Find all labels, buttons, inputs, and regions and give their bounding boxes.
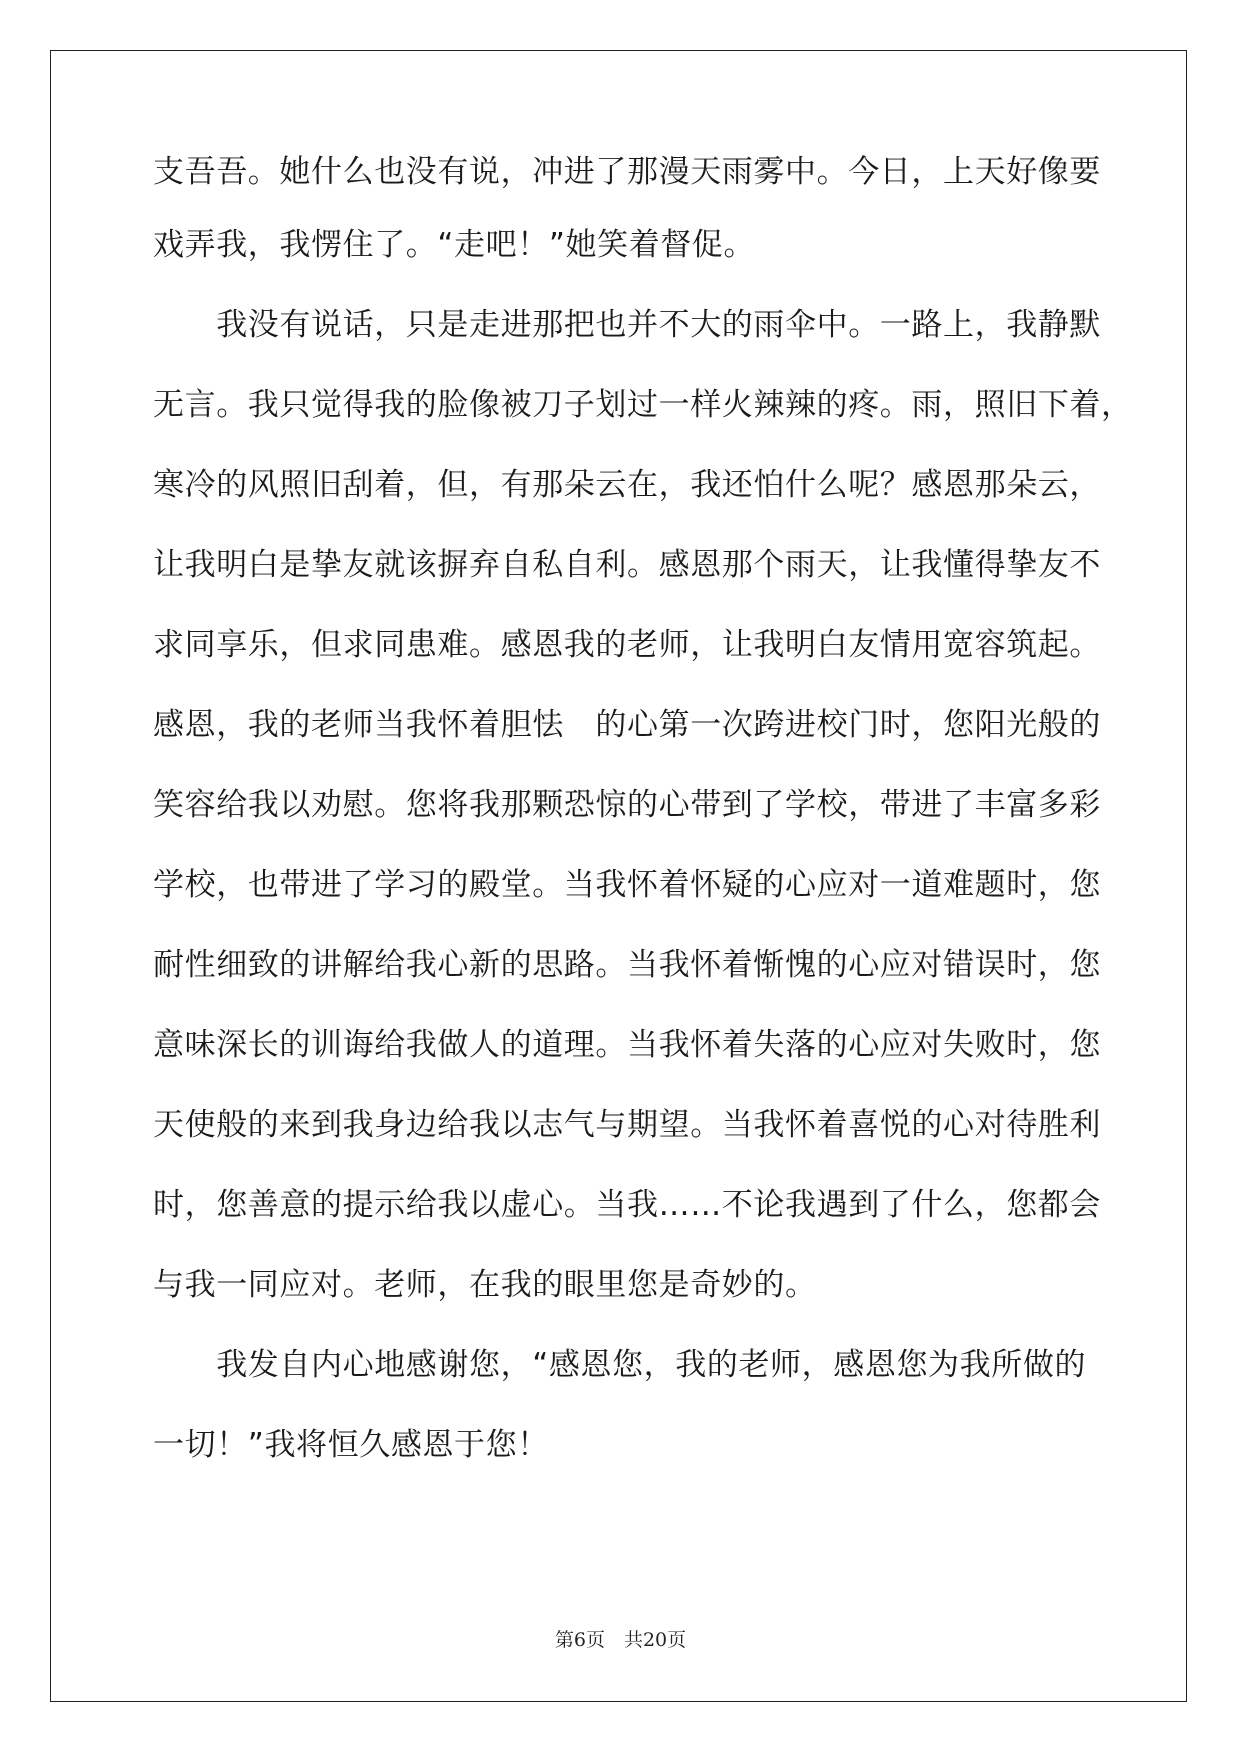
page-footer (0, 1625, 1241, 1652)
text-line: 支吾吾。她什么也没有说，冲进了那漫天雨雾中。今日，上天好像要 (153, 154, 1101, 190)
text-line: 戏弄我，我愣住了。“走吧！”她笑着督促。 (153, 227, 756, 263)
text-line: 让我明白是挚友就该摒弃自私自利。感恩那个雨天，让我懂得挚友不 (153, 547, 1101, 583)
text-line: 意味深长的训诲给我做人的道理。当我怀着失落的心应对失败时，您 (153, 1027, 1101, 1063)
text-line: 耐性细致的讲解给我心新的思路。当我怀着惭愧的心应对错误时，您 (153, 947, 1101, 983)
text-line: 天使般的来到我身边给我以志气与期望。当我怀着喜悦的心对待胜利 (153, 1107, 1101, 1143)
text-line: 寒冷的风照旧刮着，但，有那朵云在，我还怕什么呢？感恩那朵云， (153, 467, 1101, 503)
text-line: 一切！”我将恒久感恩于您！ (153, 1427, 549, 1463)
text-line: 我没有说话，只是走进那把也并不大的雨伞中。一路上，我静默 (153, 307, 1101, 343)
text-line: 与我一同应对。老师，在我的眼里您是奇妙的。 (153, 1267, 817, 1303)
text-line: 无言。我只觉得我的脸像被刀子划过一样火辣辣的疼。雨，照旧下着， (153, 387, 1133, 423)
text-line: 感恩，我的老师当我怀着胆怯 的心第一次跨进校门时，您阳光般的 (153, 707, 1101, 743)
text-line: 求同享乐，但求同患难。感恩我的老师，让我明白友情用宽容筑起。 (153, 627, 1101, 663)
text-line: 学校，也带进了学习的殿堂。当我怀着怀疑的心应对一道难题时，您 (153, 867, 1101, 903)
text-line: 我发自内心地感谢您，“感恩您，我的老师，感恩您为我所做的 (153, 1347, 1087, 1383)
text-line: 时，您善意的提示给我以虚心。当我……不论我遇到了什么，您都会 (153, 1187, 1101, 1223)
text-line: 笑容给我以劝慰。您将我那颗恐惊的心带到了学校，带进了丰富多彩 (153, 787, 1101, 823)
page-number-label: 第6页 共20页 (554, 1629, 687, 1651)
